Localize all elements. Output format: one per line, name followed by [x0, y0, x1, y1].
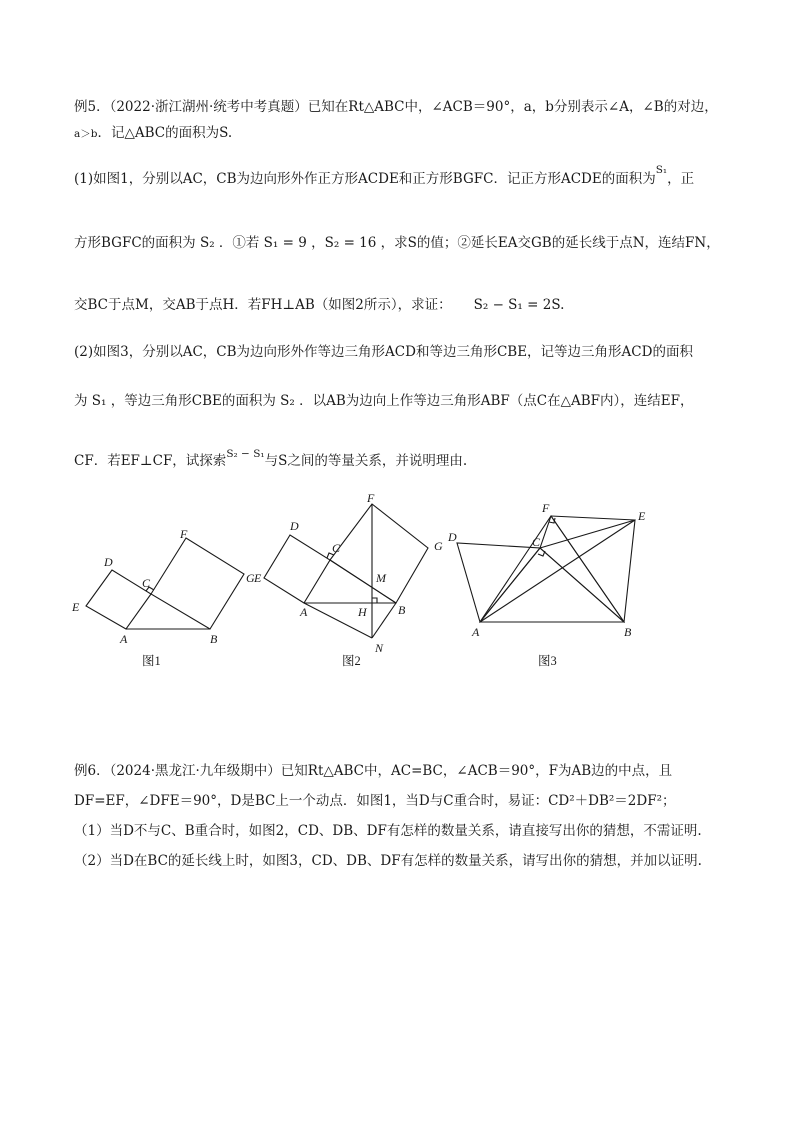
figure-2: [253, 491, 443, 668]
ex6-line-1: 例6．（2024·黑龙江·九年级期中）已知Rt△ABC中，AC=BC，∠ACB＝90°，F为AB边的中点，且: [74, 763, 673, 779]
ex5-s1-symbol: S₁: [655, 164, 668, 176]
ex5-part1-text: (1)如图1，分别以AC，CB为边向形外作正方形ACDE和正方形BGFC．记正方形ACDE的面积为: [74, 171, 656, 187]
segment-fc: [540, 516, 551, 548]
ex5-part1-tail: ，正: [667, 171, 695, 187]
right-angle-h: [372, 598, 377, 603]
figure-3: [447, 501, 646, 668]
label-f: F: [180, 527, 188, 541]
label-e-2: E: [254, 571, 262, 585]
ex6-line-2: DF=EF，∠DFE＝90°，D是BC上一个动点．如图1，当D与C重合时，易证：CD²＋DB²＝2DF²；: [74, 793, 676, 809]
label-f-3: F: [542, 501, 550, 515]
ex5-condition: a＞b: [74, 128, 98, 140]
label-c: C: [142, 576, 151, 590]
figure-1: [71, 527, 255, 668]
ex5-part2-ask: CF．若EF⊥CF，试探索: [74, 453, 227, 469]
triangle-cbe: [540, 520, 635, 622]
segment-cb-2: [330, 560, 396, 603]
label-h: H: [358, 605, 367, 619]
ex5-line-1: 例5．（2022·浙江湖州·统考中考真题）已知在Rt△ABC中，∠ACB＝90°，a，b分别表示∠A，∠B的对边，: [74, 99, 718, 115]
ex5-line-7: 为 S₁ ，等边三角形CBE的面积为 S₂ ．以AB为边向上作等边三角形ABF（点C在△ABF内），连结EF，: [74, 393, 694, 409]
label-b-3: B: [624, 625, 632, 639]
segment-fb: [551, 516, 624, 622]
label-b-2: B: [398, 603, 406, 617]
segment-ac-3: [480, 548, 540, 622]
ex5-line-6: (2)如图3，分别以AC，CB为边向形外作等边三角形ACD和等边三角形CBE，记等边三角形ACD的面积: [74, 344, 693, 360]
label-d-2: D: [290, 519, 299, 533]
label-g: G: [246, 571, 255, 585]
label-a: A: [120, 632, 128, 646]
ex5-figures: [60, 490, 700, 680]
label-d: D: [104, 555, 113, 569]
segment-fe: [551, 516, 635, 520]
ex5-line-5: [74, 296, 564, 314]
label-n: N: [375, 641, 384, 655]
label-m: M: [376, 571, 386, 585]
ex5-line-4: 方形BGFC的面积为 S₂ ．①若 S₁ = 9 ，S₂ = 16 ，求S的值；②延长EA交GB的延长线于点N，连结FN，: [74, 235, 720, 251]
label-g-2: G: [434, 539, 443, 553]
ex5-formula-2: S₂ − S₁: [226, 448, 265, 460]
ex5-formula-1: S₂ − S₁ = 2S: [473, 297, 561, 313]
square-bgfc-2: [330, 504, 428, 603]
label-e: E: [72, 600, 80, 614]
ex6-line-3: （1）当D不与C、B重合时，如图2，CD、DB、DF有怎样的数量关系，请直接写出你的猜想，不需证明.: [74, 823, 702, 839]
ex5-line-2: [74, 124, 232, 143]
ex5-period: .: [560, 297, 565, 313]
segment-ae: [480, 520, 635, 622]
ex5-line-3: [74, 164, 695, 189]
label-d-3: D: [448, 530, 457, 544]
label-f-2: F: [367, 491, 375, 505]
label-c-2: C: [332, 541, 341, 555]
square-acde-2: [264, 535, 330, 603]
caption-fig1: 图1: [142, 654, 161, 668]
square-bgfc: [151, 538, 244, 629]
label-e-3: E: [638, 509, 646, 523]
caption-fig2: 图2: [342, 654, 361, 668]
ex5-part1-prove: 交BC于点M，交AB于点H．若FH⊥AB（如图2所示），求证：: [74, 297, 452, 313]
caption-fig3: 图3: [538, 654, 557, 668]
label-b: B: [210, 632, 218, 646]
ex5-part2-tail: 与S之间的等量关系，并说明理由.: [264, 453, 468, 469]
ex6-line-4: （2）当D在BC的延长线上时，如图3，CD、DB、DF有怎样的数量关系，请写出你的猜想，并加以证明.: [74, 853, 702, 869]
ex5-line-8: [74, 448, 468, 471]
label-a-3: A: [472, 625, 480, 639]
segment-cb-3: [540, 548, 624, 622]
segment-bn: [372, 603, 396, 638]
label-c-3: C: [532, 535, 541, 549]
label-a-2: A: [300, 605, 308, 619]
ex5-area-note: ．记△ABC的面积为S.: [97, 125, 233, 141]
triangle-abf: [480, 516, 624, 622]
